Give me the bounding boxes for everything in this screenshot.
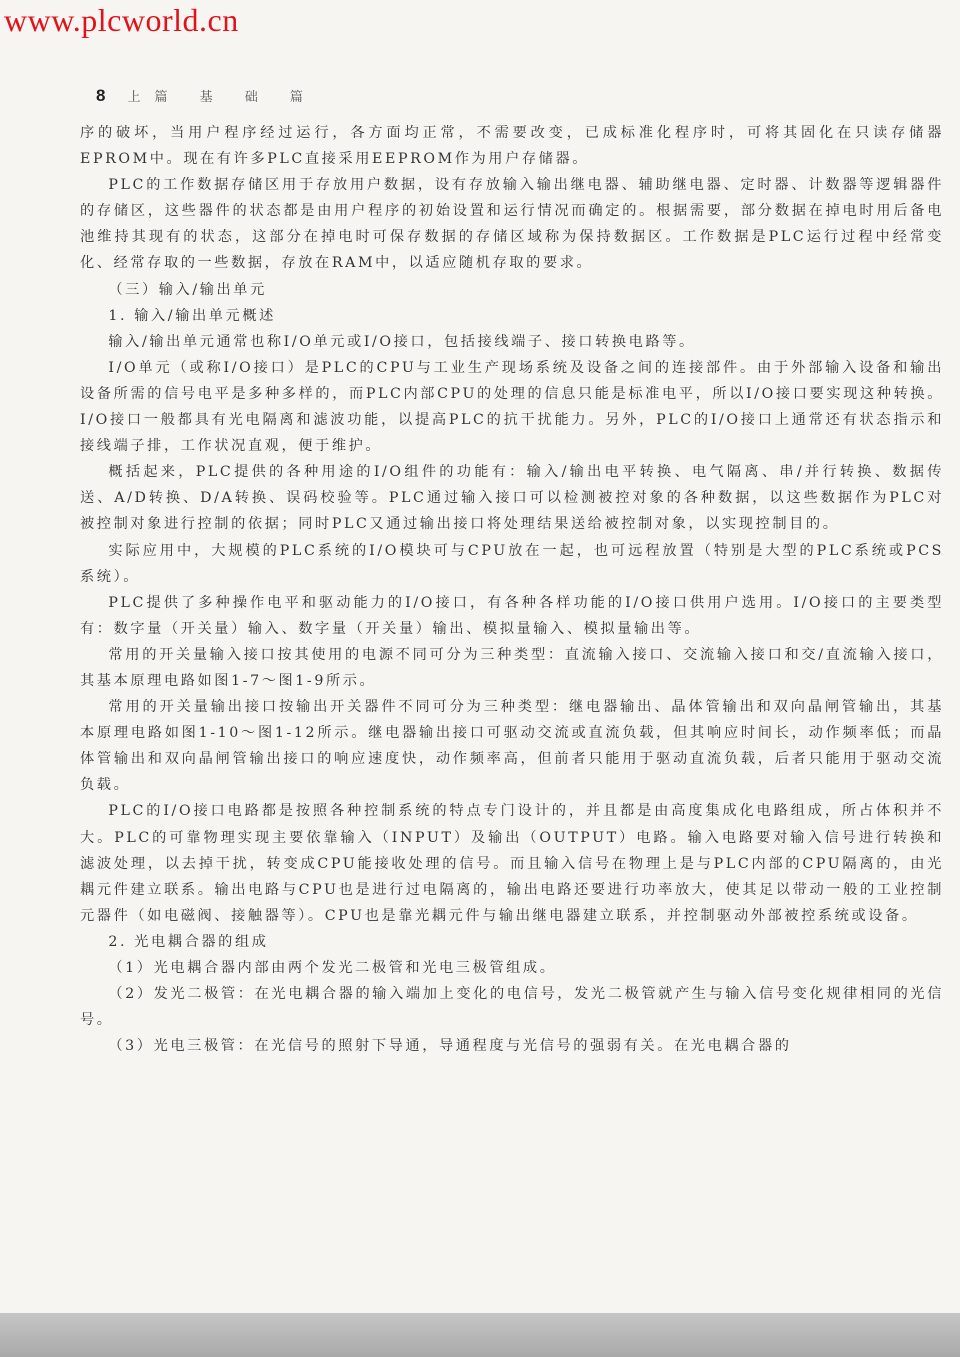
running-head — [96, 86, 317, 106]
list-item: （1）光电耦合器内部由两个发光二极管和光电三极管组成。 — [108, 960, 557, 976]
paragraph: PLC的I/O接口电路都是按照各种控制系统的特点专门设计的，并且都是由高度集成化电路组成，所占体积并不大。PLC的可靠物理实现主要依靠输入（INPUT）及输出（OUTPUT）电路。输入电路要对输入信号进行转换和滤波处理，以去掉干扰，转变成CPU能接收处理的信号。而且输入信号在物理上是与PLC内部的CPU隔离的，由光耦元件建立联系。输出电路与CPU也是进行过电隔离的，输出电路还要进行功率放大，使其足以带动一般的工业控制元器件（如电磁阀、接触器等）。CPU也是靠光耦元件与输出继电器建立联系，并控制驱动外部被控系统或设备。 — [80, 803, 944, 924]
running-head-title: 上篇 基 础 篇 — [127, 90, 317, 105]
page-number: 8 — [96, 86, 106, 105]
subsection-heading: 1. 输入/输出单元概述 — [108, 307, 276, 324]
paragraph: PLC提供了多种操作电平和驱动能力的I/O接口，有各种各样功能的I/O接口供用户选用。I/O接口的主要类型有：数字量（开关量）输入、数字量（开关量）输出、模拟量输入、模拟量输出等。 — [80, 594, 944, 637]
page-body — [80, 120, 944, 1059]
list-item: （2）发光二极管：在光电耦合器的输入端加上变化的电信号，发光二极管就产生与输入信号变化规律相同的光信号。 — [80, 986, 944, 1029]
paragraph: 输入/输出单元通常也称I/O单元或I/O接口，包括接线端子、接口转换电路等。 — [108, 333, 696, 350]
paragraph-continuation: 序的破坏，当用户程序经过运行，各方面均正常，不需要改变，已成标准化程序时，可将其固化在只读存储器EPROM中。现在有许多PLC直接采用EEPROM作为用户存储器。 — [80, 125, 944, 168]
watermark[interactable]: www.plcworld.cn — [4, 2, 239, 38]
subsection-heading: 2. 光电耦合器的组成 — [108, 933, 269, 950]
list-item: （3）光电三极管：在光信号的照射下导通，导通程度与光信号的强弱有关。在光电耦合器的 — [108, 1038, 792, 1055]
paragraph: PLC的工作数据存储区用于存放用户数据，设有存放输入输出继电器、辅助继电器、定时器、计数器等逻辑器件的存储区，这些器件的状态都是由用户程序的初始设置和运行情况而确定的。根据需要，部分数据在掉电时用后备电池维持其现有的状态，这部分在掉电时可保存数据的存储区域称为保持数据区。工作数据是PLC运行过程中经常变化、经常存取的一些数据，存放在RAM中，以适应随机存取的要求。 — [80, 177, 944, 272]
paragraph: 常用的开关量输入接口按其使用的电源不同可分为三种类型：直流输入接口、交流输入接口和交/直流输入接口，其基本原理电路如图1-7～图1-9所示。 — [80, 646, 944, 689]
paragraph: 概括起来，PLC提供的各种用途的I/O组件的功能有：输入/输出电平转换、电气隔离、串/并行转换、数据传送、A/D转换、D/A转换、误码校验等。PLC通过输入接口可以检测被控对象的各种数据，以这些数据作为PLC对被控制对象进行控制的依据；同时PLC又通过输出接口将处理结果送给被控制对象，以实现控制目的。 — [80, 464, 944, 533]
paragraph: 实际应用中，大规模的PLC系统的I/O模块可与CPU放在一起，也可远程放置（特别是大型的PLC系统或PCS系统）。 — [80, 542, 944, 585]
paragraph: 常用的开关量输出接口按输出开关器件不同可分为三种类型：继电器输出、晶体管输出和双向晶闸管输出，其基本原理电路如图1-10～图1-12所示。继电器输出接口可驱动交流或直流负载，但其响应时间长，动作频率低；而晶体管输出和双向晶闸管输出接口的响应速度快，动作频率高，但前者只能用于驱动直流负载，后者只能用于驱动交流负载。 — [80, 699, 944, 794]
scan-bottom-band — [0, 1313, 960, 1357]
paragraph: I/O单元（或称I/O接口）是PLC的CPU与工业生产现场系统及设备之间的连接部件。由于外部输入设备和输出设备所需的信号电平是多种多样的，而PLC内部CPU的处理的信息只能是标准电平，所以I/O接口要实现这种转换。I/O接口一般都具有光电隔离和滤波功能，以提高PLC的抗干扰能力。另外，PLC的I/O接口上通常还有状态指示和接线端子排，工作状况直观，便于维护。 — [80, 359, 944, 455]
section-heading: （三）输入/输出单元 — [108, 281, 267, 298]
